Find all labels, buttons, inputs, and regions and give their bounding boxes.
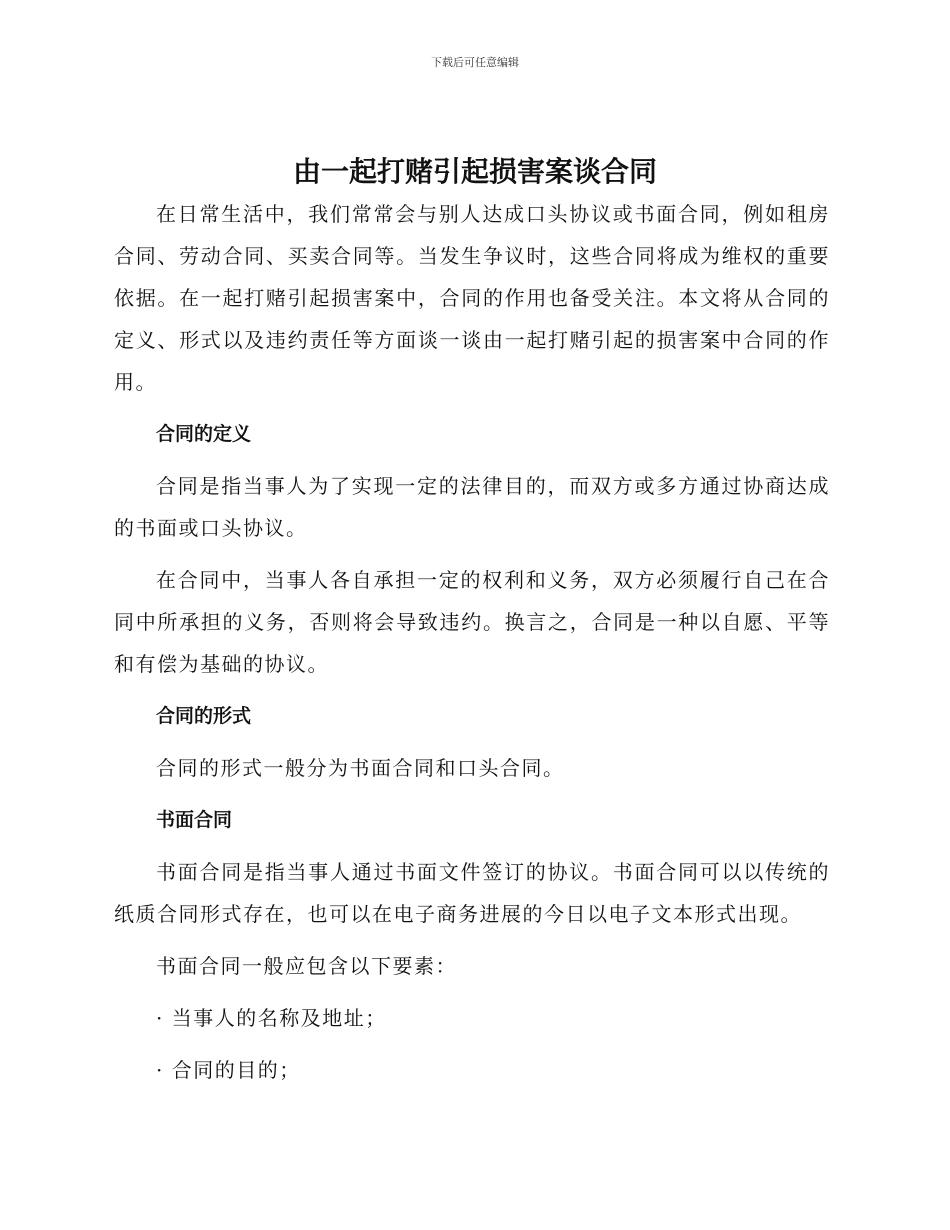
spacer [114, 935, 830, 945]
spacer [114, 685, 830, 695]
header-note: 下载后可任意编辑 [431, 56, 519, 69]
written-paragraph-1: 书面合同是指当事人通过书面文件签订的协议。书面合同可以以传统的纸质合同形式存在，也可以在电子商务进展的今日以电子文本形式出现。 [114, 860, 830, 926]
section-heading-written: 书面合同 [156, 809, 233, 831]
written-paragraph-2: 书面合同一般应包含以下要素： [156, 954, 457, 978]
spacer [114, 1039, 830, 1049]
spacer [114, 987, 830, 997]
definition-paragraph-2: 在合同中，当事人各自承担一定的权利和义务，双方必须履行自己在合同中所承担的义务，否则将会导致违约。换言之，合同是一种以自愿、平等和有偿为基础的协议。 [114, 568, 830, 676]
spacer [114, 841, 830, 851]
section-heading-form: 合同的形式 [156, 705, 252, 727]
intro-paragraph: 在日常生活中，我们常常会与别人达成口头协议或书面合同，例如租房合同、劳动合同、买卖合同等。当发生争议时，这些合同将成为维权的重要依据。在一起打赌引起损害案中，合同的作用也备受关注。本文将从合同的定义、形式以及违约责任等方面谈一谈由一起打赌引起的损害案中合同的作用。 [114, 202, 830, 394]
document-body [114, 193, 830, 1091]
document-title: 由一起打赌引起损害案谈合同 [292, 155, 657, 188]
spacer [114, 549, 830, 559]
form-paragraph-1: 合同的形式一般分为书面合同和口头合同。 [156, 756, 565, 780]
spacer [114, 455, 830, 465]
section-heading-definition: 合同的定义 [156, 423, 252, 445]
spacer [114, 403, 830, 413]
spacer [114, 789, 830, 799]
list-item: · 合同的目的； [156, 1058, 301, 1082]
definition-paragraph-1: 合同是指当事人为了实现一定的法律目的，而双方或多方通过协商达成的书面或口头协议。 [114, 474, 830, 540]
spacer [114, 737, 830, 747]
list-item: · 当事人的名称及地址； [156, 1006, 387, 1030]
